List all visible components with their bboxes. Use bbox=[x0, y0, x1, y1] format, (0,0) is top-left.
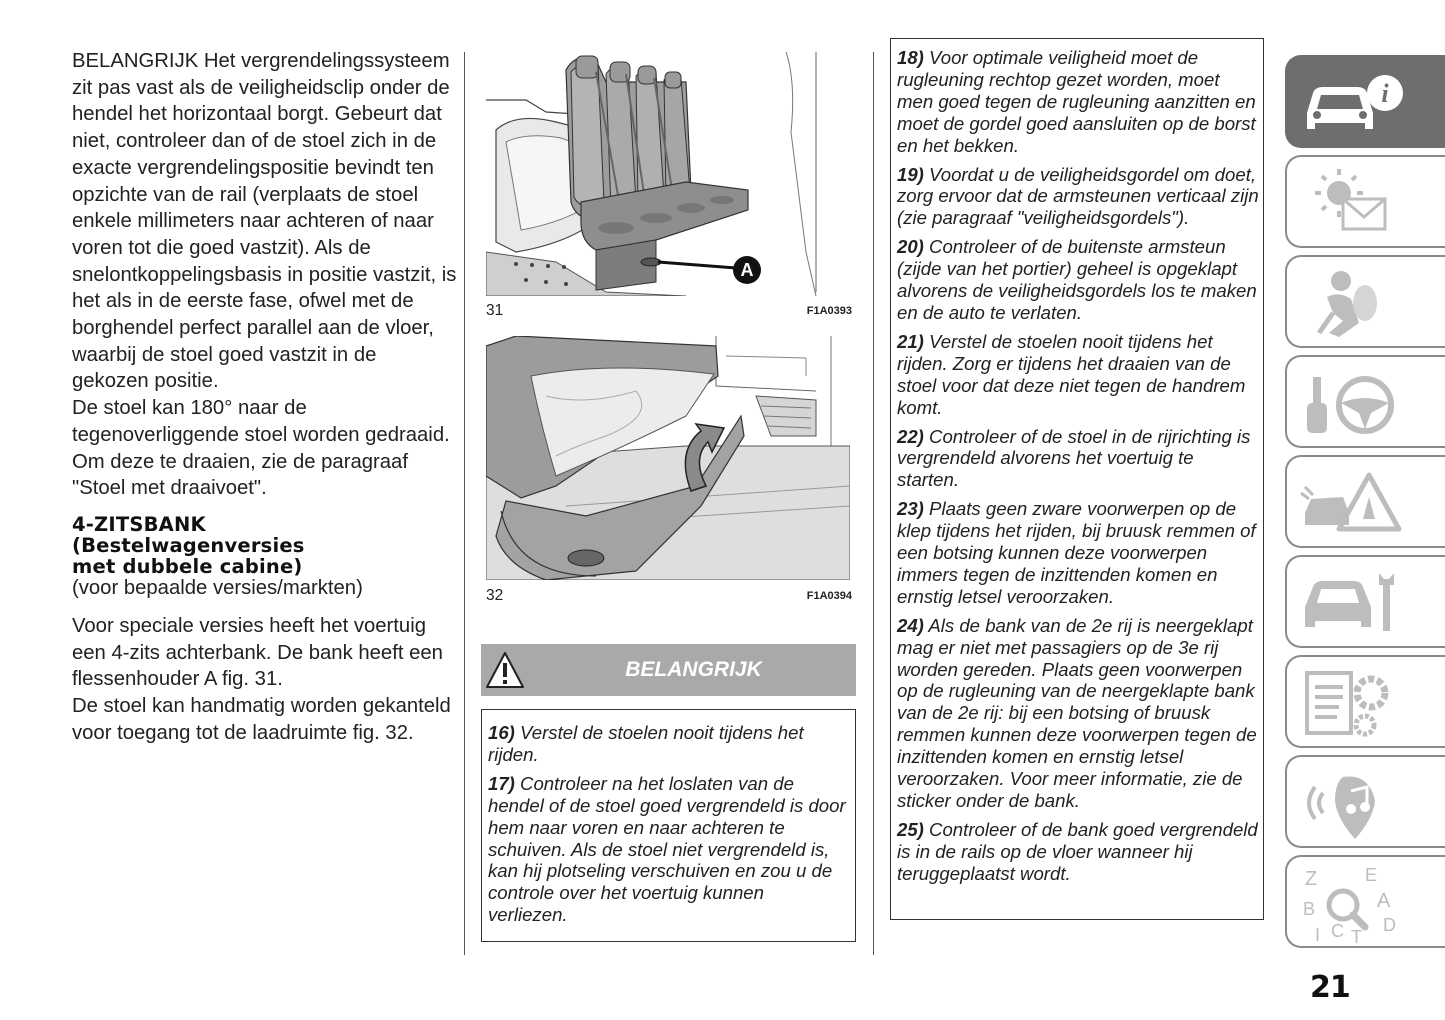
warning-item-16 bbox=[488, 722, 847, 766]
figure-31-number: 31 bbox=[486, 302, 504, 319]
paragraph-rotate-seat: De stoel kan 180° naar de tegenoverliggende stoel worden gedraaid. Om deze te draaien, zie de paragraaf "Stoel met draaivoet". bbox=[72, 397, 450, 500]
note-item-21-text: Verstel de stoelen nooit tijdens het rijden. Zorg er tijdens het draaien van de stoel voor dat deze niet tegen de handrem komt. bbox=[897, 330, 1246, 418]
music-location-icon bbox=[1299, 763, 1409, 843]
note-item-20-num: 20) bbox=[897, 236, 924, 258]
section-subheading: (voor bepaalde versies/markten) bbox=[72, 576, 363, 599]
car-wrench-icon bbox=[1299, 563, 1409, 643]
section-heading-line3: met dubbele cabine) bbox=[72, 554, 303, 578]
svg-text:Z: Z bbox=[1305, 868, 1318, 890]
key-steering-wheel-icon bbox=[1299, 363, 1409, 443]
warning-banner bbox=[481, 644, 856, 696]
note-item-20 bbox=[897, 236, 1259, 324]
svg-text:D: D bbox=[1383, 915, 1396, 935]
svg-text:E: E bbox=[1365, 865, 1378, 885]
svg-text:i: i bbox=[1381, 79, 1389, 108]
note-item-25-num: 25) bbox=[897, 818, 924, 840]
note-item-18-num: 18) bbox=[897, 47, 924, 68]
figure-32-code: F1A0394 bbox=[806, 590, 852, 602]
warning-box bbox=[481, 709, 856, 942]
notes-box bbox=[890, 38, 1264, 920]
warning-light-envelope-icon bbox=[1299, 163, 1409, 243]
warning-item-16-text: Verstel de stoelen nooit tijdens het rijden. bbox=[488, 722, 804, 765]
svg-text:I: I bbox=[1315, 925, 1321, 943]
column-divider-right bbox=[873, 52, 874, 955]
svg-text:A: A bbox=[1377, 890, 1391, 912]
tab-maintenance[interactable] bbox=[1285, 555, 1445, 648]
figure-32-number: 32 bbox=[486, 587, 504, 604]
page-number: 21 bbox=[1310, 970, 1350, 1005]
tab-safety[interactable] bbox=[1285, 255, 1445, 348]
note-item-22-num: 22) bbox=[897, 425, 924, 447]
car-crash-triangle-icon bbox=[1299, 463, 1409, 543]
paragraph-tilt: De stoel kan handmatig worden gekanteld voor toegang tot de laadruimte fig. 32. bbox=[72, 695, 451, 744]
note-item-18-text: Voor optimale veiligheid moet de rugleuning rechtop gezet worden, moet men goed tegen de rugleuning aanzitten en moet de gordel goed aansluiten op de borst en het bekken. bbox=[897, 47, 1256, 156]
tab-starting-driving[interactable] bbox=[1285, 355, 1445, 448]
tab-index[interactable] bbox=[1285, 855, 1445, 948]
paragraph-4-seat: Voor speciale versies heeft het voertuig een 4-zits achterbank. De bank heeft een flessenhouder A fig. 31. bbox=[72, 614, 443, 691]
tab-vehicle-info[interactable] bbox=[1285, 55, 1445, 148]
tab-technical-data[interactable] bbox=[1285, 655, 1445, 748]
alphabet-search-icon bbox=[1299, 863, 1409, 943]
tab-multimedia[interactable] bbox=[1285, 755, 1445, 848]
airbag-person-icon bbox=[1299, 263, 1409, 343]
tab-dashboard[interactable] bbox=[1285, 155, 1445, 248]
column-divider-left bbox=[464, 52, 465, 955]
note-item-21 bbox=[897, 331, 1259, 419]
note-item-23-text: Plaats geen zware voorwerpen op de klep tijdens het rijden, bij bruusk remmen of een botsing kunnen deze voorwerpen immers tegen de inzittenden komen en ernstig letsel veroorzaken. bbox=[897, 498, 1256, 607]
paragraph-belangrijk: BELANGRIJK Het vergrendelingssysteem zit pas vast als de veiligheidsclip onder de hendel het horizontaal borgt. Gebeurt dat niet, controleer dan of de stoel zich in de exacte vergrendelingspositie bevindt ten opzichte van de rail (verplaats de stoel enkele millimeters naar achteren of naar voren tot die goed vastzit). Als de snelontkoppelingsbasis in positie vastzit, is het als in de eerste fase, ofwel met de borghendel perfect parallel aan de vloer, waarbij de stoel goed vastzit in de gekozen positie. bbox=[72, 50, 457, 393]
note-item-19 bbox=[897, 164, 1259, 230]
note-item-21-num: 21) bbox=[897, 330, 924, 352]
figure-32-image bbox=[486, 336, 850, 580]
note-item-22 bbox=[897, 426, 1259, 492]
sheet-gears-icon bbox=[1299, 663, 1409, 743]
note-item-22-text: Controleer of de stoel in de rijrichting is vergrendeld alvorens het voertuig te starten. bbox=[897, 425, 1251, 491]
car-info-icon bbox=[1299, 63, 1409, 143]
note-item-18 bbox=[897, 47, 1259, 157]
tab-emergency[interactable] bbox=[1285, 455, 1445, 548]
callout-a-badge: A bbox=[733, 256, 761, 284]
note-item-25-text: Controleer of de bank goed vergrendeld is in de rails op de vloer wanneer hij teruggeplaatst wordt. bbox=[897, 818, 1258, 884]
section-heading-line1: 4-ZITSBANK bbox=[72, 512, 206, 536]
warning-item-17-num: 17) bbox=[488, 772, 515, 794]
note-item-20-text: Controleer of de buitenste armsteun (zijde van het portier) geheel is opgeklapt alvorens de veiligheidsgordels los te maken en de auto te verlaten. bbox=[897, 236, 1257, 323]
warning-item-17 bbox=[488, 773, 847, 926]
note-item-23 bbox=[897, 498, 1259, 608]
figure-31-image bbox=[486, 52, 850, 296]
note-item-24-text: Als de bank van de 2e rij is neergeklapt mag er niet met passagiers op de 3e rij worden gereden. Plaats geen voorwerpen op de rugleuning van de neergeklapte bank van de 2e rij: bij een botsing of bruusk remmen kunnen deze voorwerpen tegen de inzittenden komen en ernstig letsel veroorzaken. Voor meer informatie, zie de sticker onder de bank. bbox=[897, 614, 1257, 811]
svg-text:B: B bbox=[1303, 899, 1316, 919]
note-item-24 bbox=[897, 615, 1259, 812]
svg-text:T: T bbox=[1351, 927, 1362, 943]
warning-item-16-num: 16) bbox=[488, 722, 515, 743]
section-heading bbox=[72, 514, 457, 577]
warning-title: BELANGRIJK bbox=[625, 658, 762, 681]
warning-item-17-text: Controleer na het loslaten van de hendel of de stoel goed vergrendeld is door hem naar voren en naar achteren te schuiven. Als de stoel niet vergrendeld is, kan hij plotseling verschuiven en zou u de controle over het voertuig kunnen verliezen. bbox=[488, 772, 846, 926]
note-item-23-num: 23) bbox=[897, 498, 924, 520]
svg-text:C: C bbox=[1331, 921, 1344, 941]
section-heading-line2: (Bestelwagenversies bbox=[72, 533, 305, 557]
note-item-25 bbox=[897, 819, 1259, 885]
note-item-24-num: 24) bbox=[897, 614, 924, 636]
left-column bbox=[72, 48, 457, 746]
figure-31-code: F1A0393 bbox=[806, 305, 852, 317]
note-item-19-num: 19) bbox=[897, 163, 924, 185]
note-item-19-text: Voordat u de veiligheidsgordel om doet, zorg ervoor dat de armsteunen verticaal zijn (zie paragraaf "veiligheidsgordels"). bbox=[897, 163, 1259, 229]
